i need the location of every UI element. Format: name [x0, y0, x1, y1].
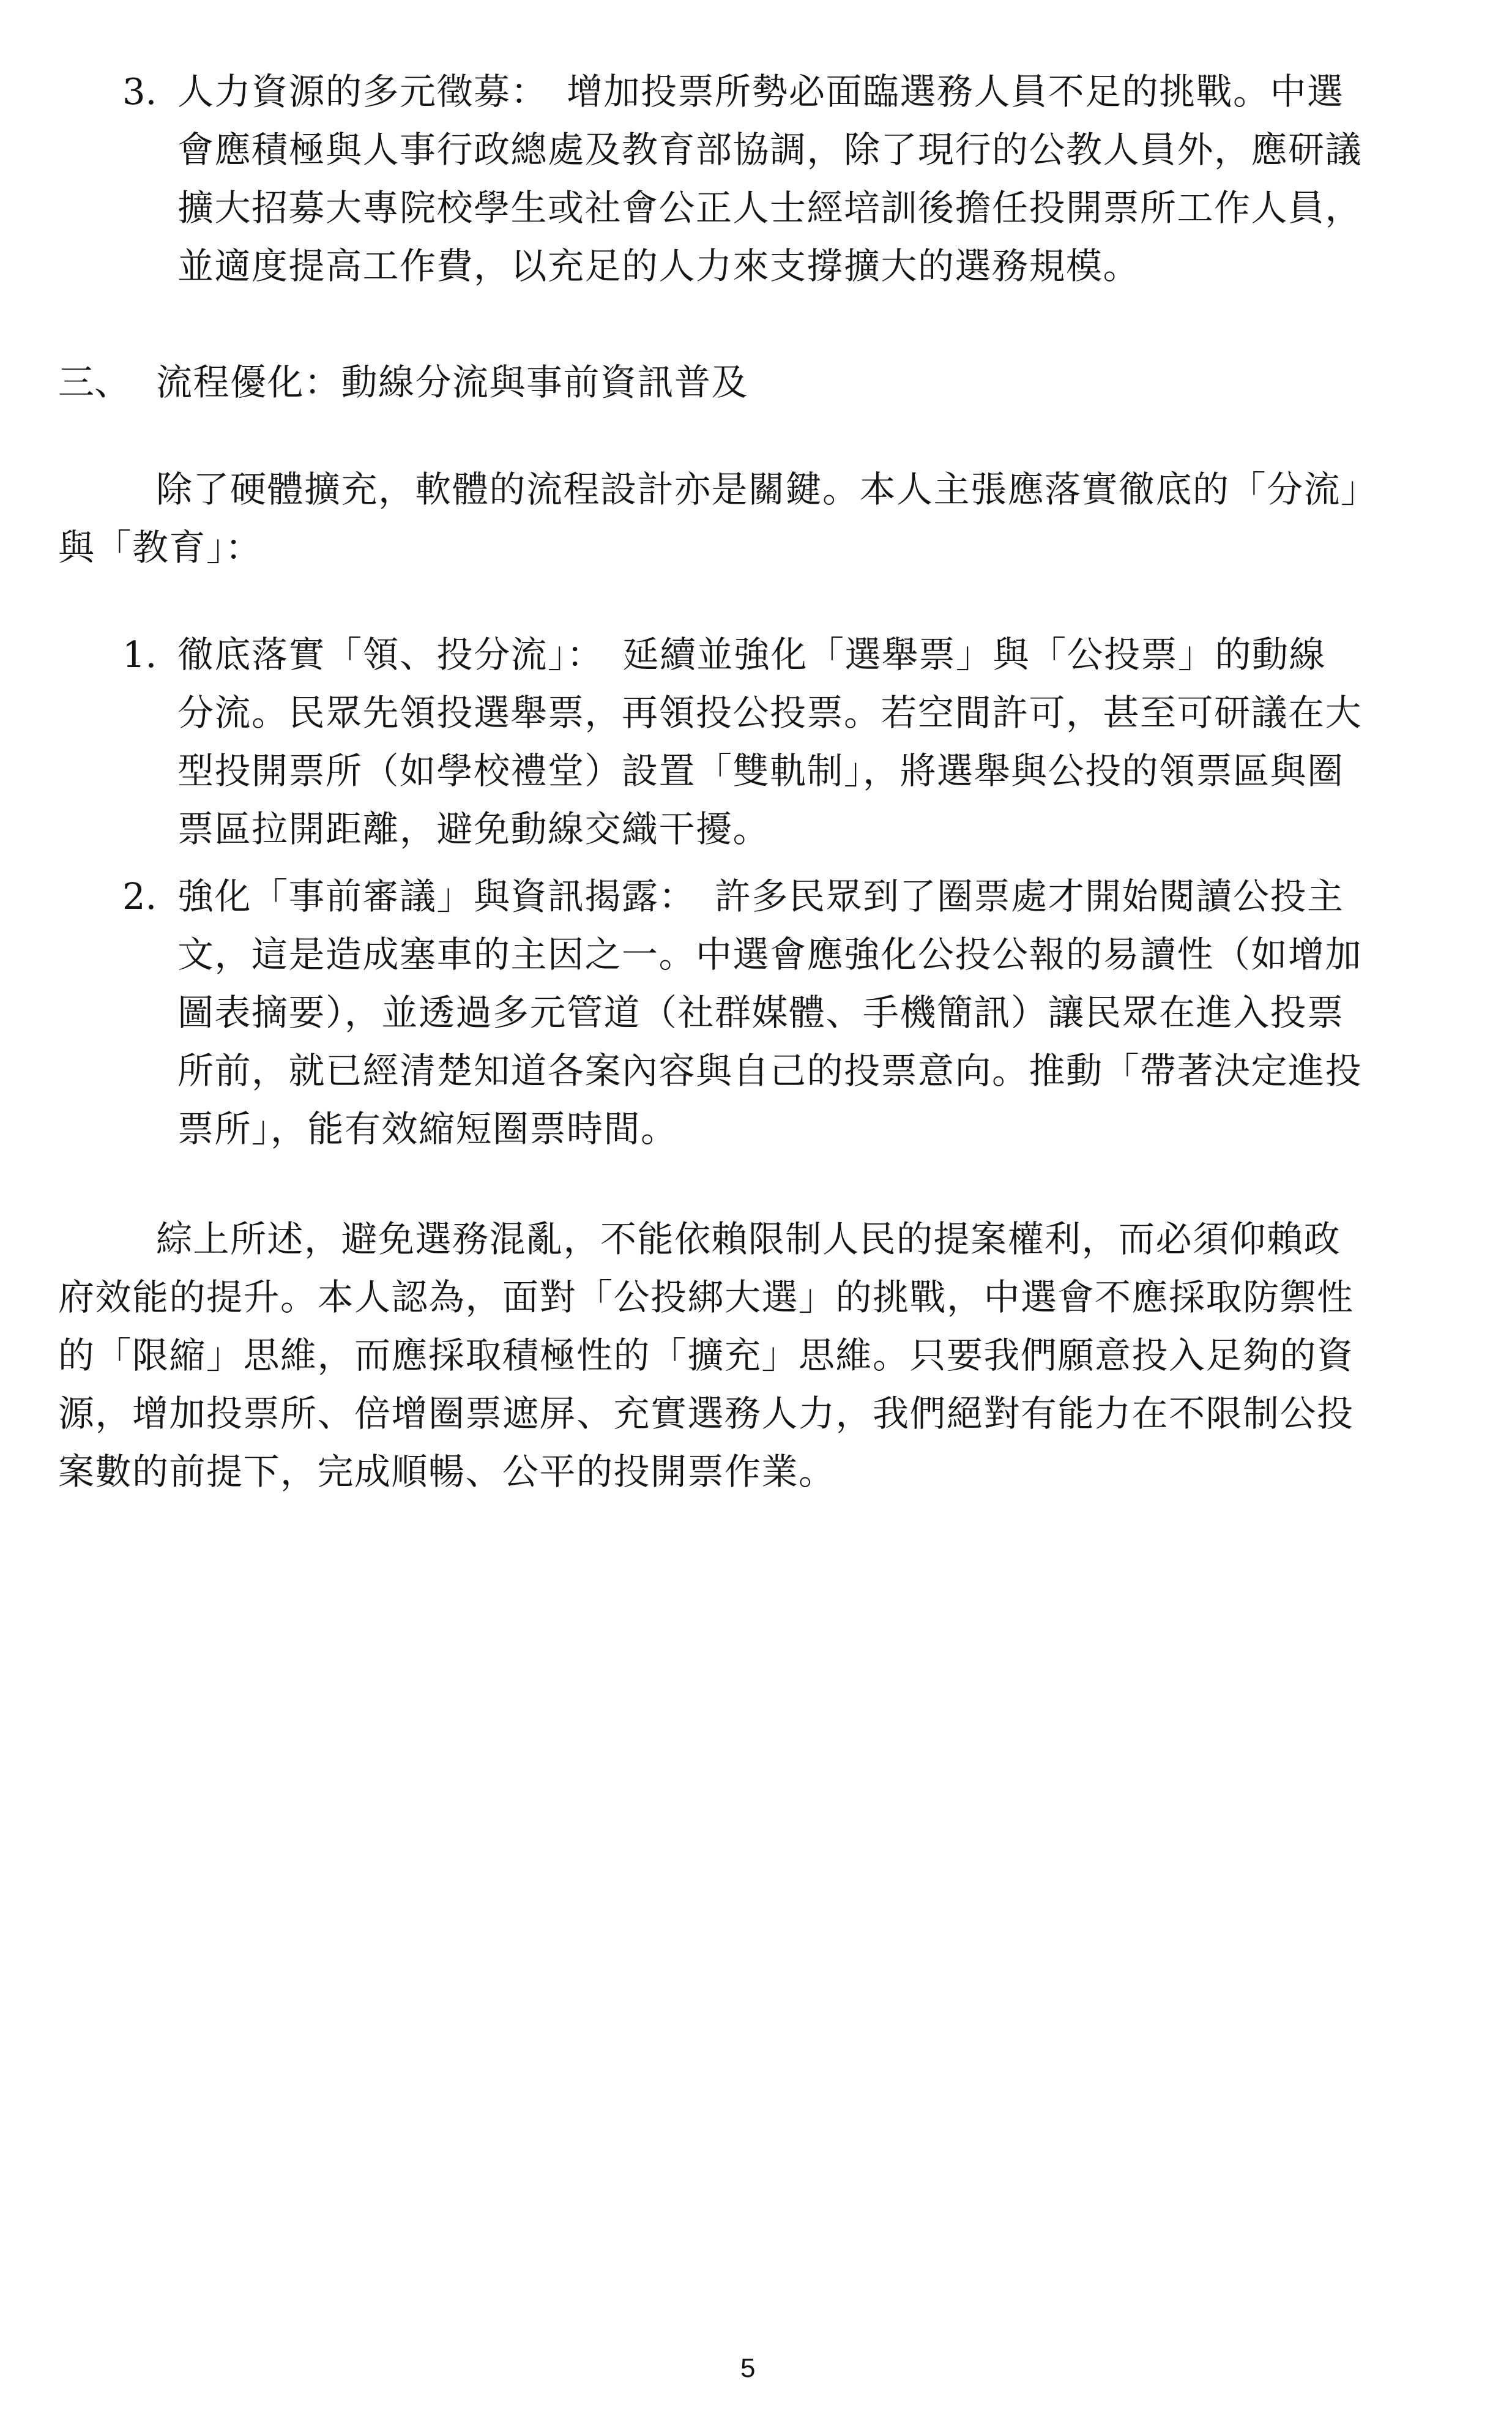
intro-line-2: 與「教育」： [58, 526, 263, 569]
list-item-2-line-5: 票所」，能有效縮短圈票時間。 [177, 1108, 678, 1150]
conclusion-line-5: 案數的前提下，完成順暢、公平的投開票作業。 [58, 1450, 836, 1493]
section-number: 三、 [58, 361, 131, 403]
item3-line-4: 並適度提高工作費，以充足的人力來支撐擴大的選務規模。 [177, 245, 1141, 287]
list-item-1-line-4: 票區拉開距離，避免動線交織干擾。 [177, 808, 770, 850]
item3-line-3: 擴大招募大專院校學生或社會公正人士經培訓後擔任投開票所工作人員， [177, 187, 1363, 229]
item3-line-1: 人力資源的多元徵募： 增加投票所勢必面臨選務人員不足的挑戰。中選 [177, 70, 1344, 113]
section-title: 流程優化：動線分流與事前資訊普及 [156, 361, 749, 403]
list-item-2-number: 2. [122, 875, 157, 917]
conclusion-line-3: 的「限縮」思維，而應採取積極性的「擴充」思維。只要我們願意投入足夠的資 [58, 1334, 1354, 1376]
item3-line-2: 會應積極與人事行政總處及教育部協調，除了現行的公教人員外，應研議 [177, 129, 1363, 171]
list-item-2-line-2: 文，這是造成塞車的主因之一。中選會應強化公投公報的易讀性（如增加 [177, 933, 1363, 976]
list-item-2-line-4: 所前，就已經清楚知道各案內容與自己的投票意向。推動「帶著決定進投 [177, 1050, 1363, 1092]
page-number: 5 [740, 2353, 756, 2383]
item3-number: 3. [122, 70, 157, 113]
list-item-1-line-3: 型投開票所（如學校禮堂）設置「雙軌制」，將選舉與公投的領票區與圈 [177, 750, 1344, 792]
conclusion-line-4: 源，增加投票所、倍增圈票遮屏、充實選務人力，我們絕對有能力在不限制公投 [58, 1392, 1354, 1435]
list-item-1-line-1: 徹底落實「領、投分流」： 延續並強化「選舉票」與「公投票」的動線 [177, 633, 1327, 676]
list-item-2-line-1: 強化「事前審議」與資訊揭露： 許多民眾到了圈票處才開始閱讀公投主 [177, 875, 1344, 917]
list-item-2-line-3: 圖表摘要），並透過多元管道（社群媒體、手機簡訊）讓民眾在進入投票 [177, 991, 1344, 1034]
list-item-1-number: 1. [122, 633, 157, 676]
list-item-1-line-2: 分流。民眾先領投選舉票，再領投公投票。若空間許可，甚至可研議在大 [177, 692, 1363, 734]
conclusion-line-1: 綜上所述，避免選務混亂，不能依賴限制人民的提案權利，而必須仰賴政 [156, 1218, 1341, 1260]
intro-line-1: 除了硬體擴充，軟體的流程設計亦是關鍵。本人主張應落實徹底的「分流」 [156, 468, 1378, 510]
conclusion-line-2: 府效能的提升。本人認為，面對「公投綁大選」的挑戰，中選會不應採取防禦性 [58, 1276, 1354, 1318]
